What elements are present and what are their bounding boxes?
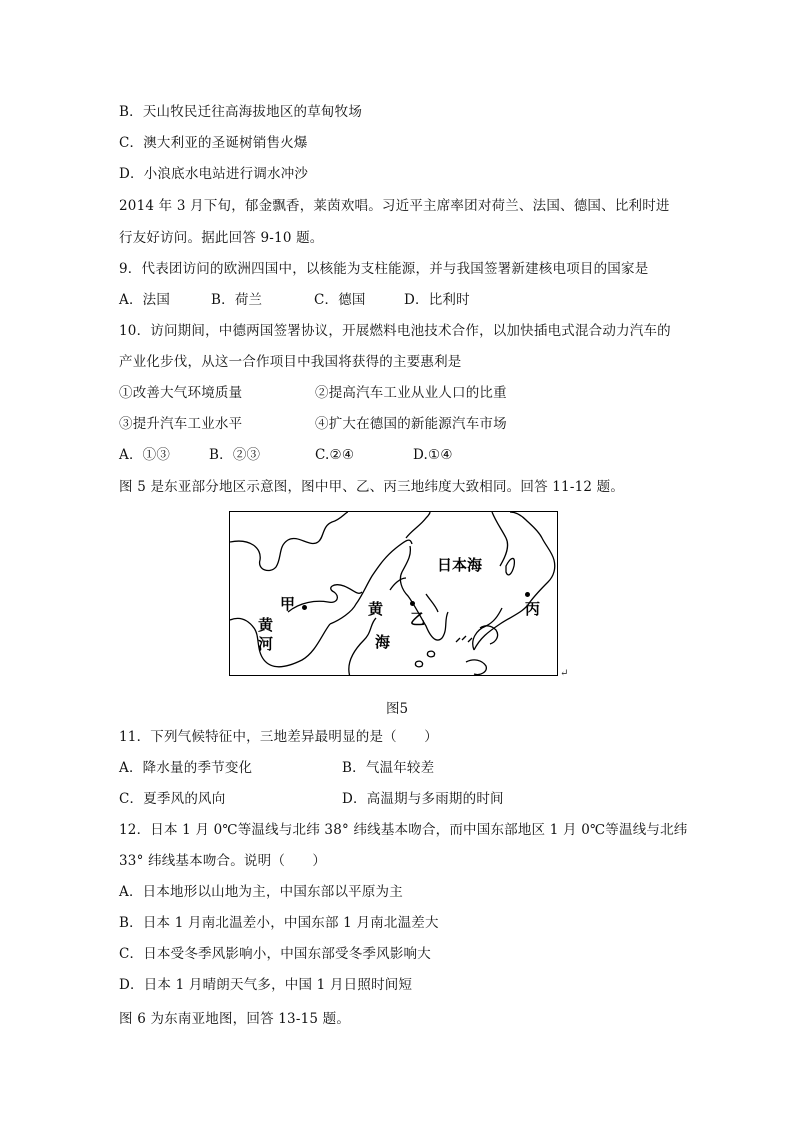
q12-option-b: B．日本 1 月南北温差小，中国东部 1 月南北温差大 xyxy=(119,915,439,931)
q11-option-a: A．降水量的季节变化 xyxy=(119,760,253,776)
yellow-river-label-bottom: 河 xyxy=(258,635,274,653)
q10-option-c: C.②④ xyxy=(315,447,355,463)
question-11: 11．下列气候特征中，三地差异最明显的是（ ） xyxy=(119,729,438,745)
japan-sea-label: 日本海 xyxy=(437,556,483,574)
q9-option-c: C．德国 xyxy=(314,292,366,308)
q12-option-d: D．日本 1 月晴朗天气多，中国 1 月日照时间短 xyxy=(119,977,413,993)
figure-5-caption: 图5 xyxy=(386,701,409,717)
intro-paragraph-line-1: 2014 年 3 月下旬，郁金飘香，莱茵欢唱。习近平主席率团对荷兰、法国、德国、比利时进 xyxy=(119,198,670,214)
q12-option-a: A．日本地形以山地为主，中国东部以平原为主 xyxy=(119,884,403,900)
question-9: 9．代表团访问的欧洲四国中，以核能为支柱能源，并与我国签署新建核电项目的国家是 xyxy=(119,261,649,277)
intro-paragraph-line-2: 行友好访问。据此回答 9-10 题。 xyxy=(119,230,324,246)
previous-option-b: B．天山牧民迁往高海拔地区的草甸牧场 xyxy=(119,104,363,120)
question-12-line-1: 12．日本 1 月 0℃等温线与北纬 38° 纬线基本吻合，而中国东部地区 1 月 0℃等温线与北纬 xyxy=(119,822,688,838)
location-bing-label: 丙 xyxy=(525,600,541,618)
q11-option-c: C．夏季风的风向 xyxy=(119,791,226,807)
question-12-line-2: 33° 纬线基本吻合。说明（ ） xyxy=(119,853,327,869)
q9-option-d: D．比利时 xyxy=(404,292,470,308)
paragraph-return-mark: ↵ xyxy=(560,668,569,679)
figure-6-intro: 图 6 为东南亚地图，回答 13-15 题。 xyxy=(119,1011,351,1027)
previous-option-c: C．澳大利亚的圣诞树销售火爆 xyxy=(119,135,308,151)
location-bing-marker xyxy=(525,592,530,597)
q9-option-a: A．法国 xyxy=(119,292,171,308)
east-asia-map xyxy=(229,511,558,676)
previous-option-d: D．小浪底水电站进行调水冲沙 xyxy=(119,166,309,182)
location-yi-label: 乙 xyxy=(410,610,426,628)
q12-option-c: C．日本受冬季风影响小，中国东部受冬季风影响大 xyxy=(119,946,431,962)
q10-item-3: ③提升汽车工业水平 xyxy=(119,416,243,432)
q10-item-2: ②提高汽车工业从业人口的比重 xyxy=(315,385,507,401)
question-10-line-1: 10．访问期间，中德两国签署协议，开展燃料电池技术合作，以加快插电式混合动力汽车的 xyxy=(119,323,671,339)
q11-option-b: B．气温年较差 xyxy=(342,760,435,776)
location-jia-marker xyxy=(302,605,307,610)
yellow-sea-label-bottom: 海 xyxy=(375,633,391,651)
yellow-river-label-top: 黄 xyxy=(258,616,274,634)
location-yi-marker xyxy=(410,601,415,606)
location-jia-label: 甲 xyxy=(280,595,296,613)
q10-option-b: B．②③ xyxy=(209,447,261,463)
q11-option-d: D．高温期与多雨期的时间 xyxy=(342,791,504,807)
q10-item-4: ④扩大在德国的新能源汽车市场 xyxy=(315,416,507,432)
figure-5-intro: 图 5 是东亚部分地区示意图，图中甲、乙、丙三地纬度大致相同。回答 11-12 题。 xyxy=(119,479,625,495)
question-10-line-2: 产业化步伐，从这一合作项目中我国将获得的主要惠利是 xyxy=(119,354,462,370)
q9-option-b: B．荷兰 xyxy=(211,292,263,308)
q10-item-1: ①改善大气环境质量 xyxy=(119,385,243,401)
q10-option-a: A．①③ xyxy=(119,447,171,463)
q10-option-d: D.①④ xyxy=(413,447,453,463)
yellow-sea-label-top: 黄 xyxy=(368,600,384,618)
